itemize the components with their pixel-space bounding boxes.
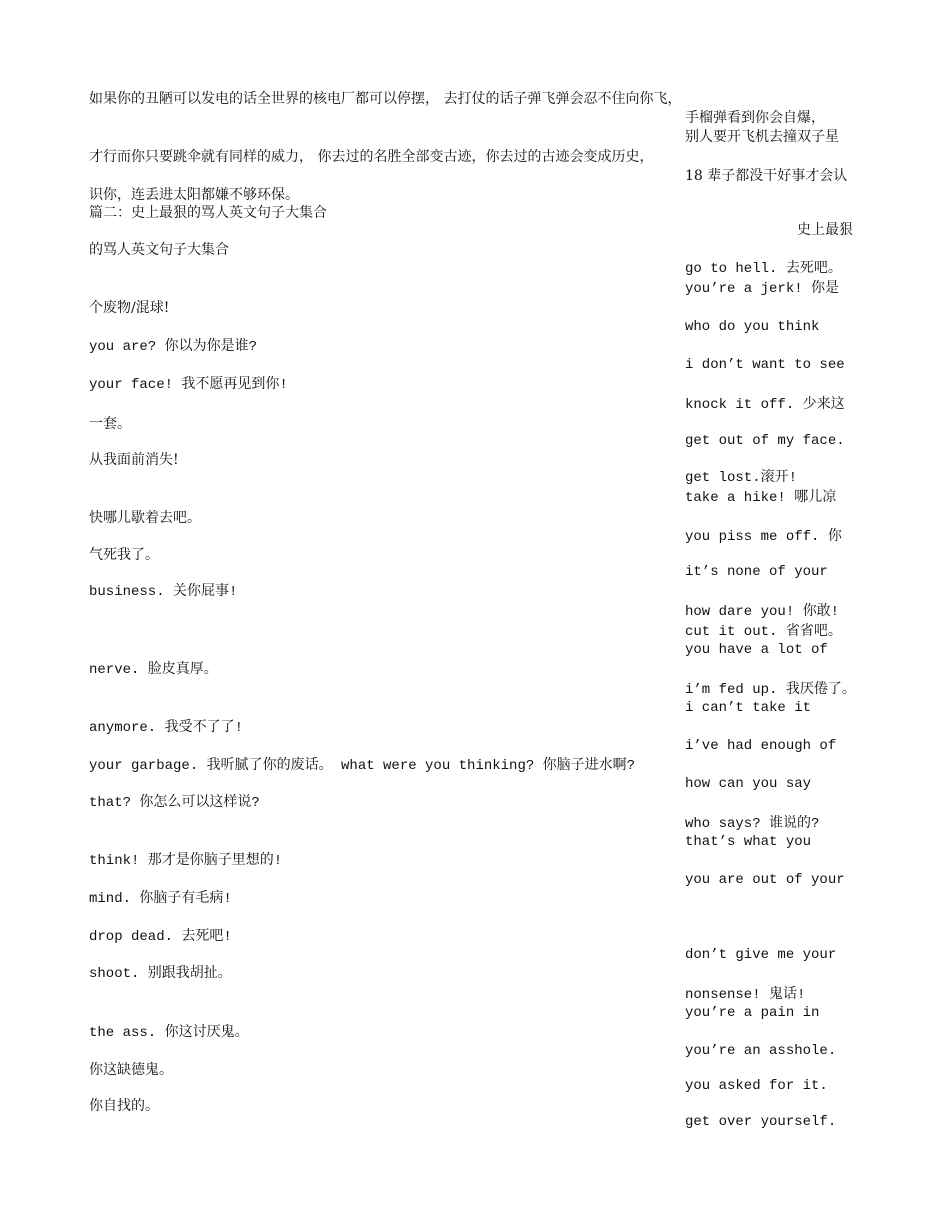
text-line: who says? 谁说的?: [685, 816, 820, 832]
text-line: you piss me off. 你: [685, 529, 842, 545]
text-line: you’re a jerk! 你是: [685, 281, 840, 297]
text-line: who do you think: [685, 319, 820, 335]
text-line: knock it off. 少来这: [685, 397, 845, 413]
text-line: 史上最狠: [797, 222, 853, 238]
text-line: i can’t take it: [685, 700, 812, 716]
text-line: i’m fed up. 我厌倦了。: [685, 682, 856, 698]
text-line: that’s what you: [685, 834, 812, 850]
text-line: business. 关你屁事!: [89, 584, 238, 600]
text-line: your face! 我不愿再见到你!: [89, 377, 288, 393]
text-line: shoot. 别跟我胡扯。: [89, 966, 232, 982]
text-line: you are? 你以为你是谁?: [89, 339, 258, 355]
text-line: 你这缺德鬼。: [89, 1062, 173, 1078]
text-line: 别人要开飞机去撞双子星: [685, 129, 839, 145]
text-line: don’t give me your: [685, 947, 837, 963]
text-line: 一套。: [89, 416, 131, 432]
text-line: you’re a pain in: [685, 1005, 820, 1021]
text-line: 才行而你只要跳伞就有同样的威力， 你去过的名胜全部变古迹，你去过的古迹会变成历史，: [89, 149, 654, 165]
text-line: drop dead. 去死吧!: [89, 929, 232, 945]
text-line: 快哪儿歇着去吧。: [89, 510, 201, 526]
text-line: 你自找的。: [89, 1098, 159, 1114]
text-line: 个废物/混球!: [89, 300, 170, 316]
text-line: i don’t want to see: [685, 357, 845, 373]
text-line: take a hike! 哪儿凉: [685, 490, 837, 506]
text-line: 气死我了。: [89, 547, 159, 563]
text-line: anymore. 我受不了了!: [89, 720, 244, 736]
text-line: go to hell. 去死吧。: [685, 261, 842, 277]
text-line: get over yourself.: [685, 1114, 837, 1130]
text-line: nonsense! 鬼话!: [685, 987, 806, 1003]
text-line: 识你，连丢进太阳都嫌不够环保。: [89, 187, 299, 203]
text-line: 的骂人英文句子大集合: [89, 242, 229, 258]
text-line: the ass. 你这讨厌鬼。: [89, 1025, 249, 1041]
text-line: how can you say: [685, 776, 812, 792]
text-line: you are out of your: [685, 872, 845, 888]
text-line: it’s none of your: [685, 564, 828, 580]
text-line: 从我面前消失!: [89, 452, 179, 468]
text-line: 手榴弹看到你会自爆，: [685, 110, 825, 126]
text-line: 如果你的丑陋可以发电的话全世界的核电厂都可以停摆， 去打仗的话子弹飞弹会忍不住向你飞，: [89, 91, 682, 107]
text-line: nerve. 脸皮真厚。: [89, 662, 218, 678]
text-line: cut it out. 省省吧。: [685, 624, 842, 640]
text-line: get out of my face.: [685, 433, 845, 449]
text-line: mind. 你脑子有毛病!: [89, 891, 232, 907]
text-line: i’ve had enough of: [685, 738, 837, 754]
text-line: you have a lot of: [685, 642, 828, 658]
text-line: get lost.滚开!: [685, 470, 798, 486]
text-line: you asked for it.: [685, 1078, 828, 1094]
text-line: you’re an asshole.: [685, 1043, 837, 1059]
section-heading: 篇二：史上最狠的骂人英文句子大集合: [89, 205, 327, 221]
text-line: your garbage. 我听腻了你的废话。 what were you thinking? 你脑子进水啊?: [89, 758, 636, 774]
text-line: how dare you! 你敢!: [685, 604, 840, 620]
text-line: 18 辈子都没干好事才会认: [685, 168, 848, 184]
text-line: that? 你怎么可以这样说?: [89, 795, 260, 811]
text-line: think! 那才是你脑子里想的!: [89, 853, 283, 869]
